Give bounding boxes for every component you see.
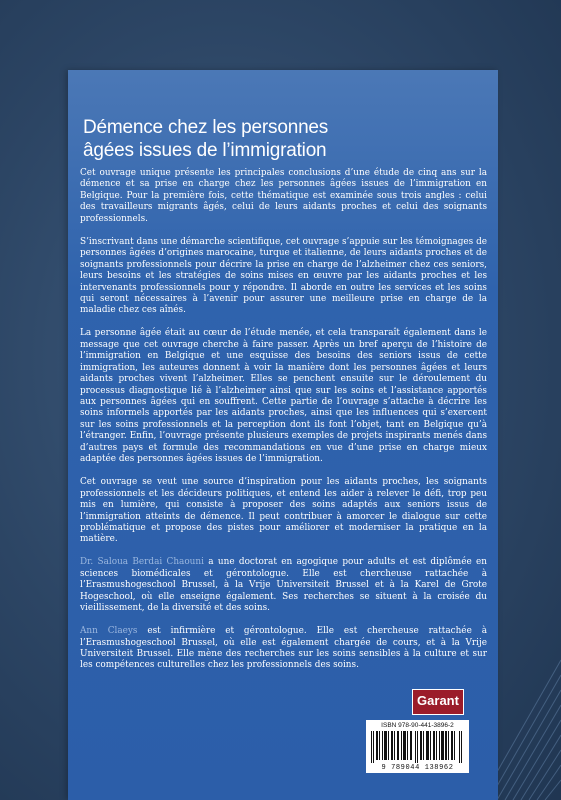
blurb-paragraph: S’inscrivant dans une démarche scientifique, cet ouvrage s’appuie sur les témoignages de personnes âgées d’origines marocaine, turque et italienne, de leurs aidants proches et de soignants professionnels pour décrire la prise en charge de l’alzheimer chez ces seniors, leurs besoins et les stratégies de soins mises en œuvre par les aidants proches et les intervenants professionnels pour y répondre. Il aborde en outre les services et les soins qui seront nécessaires à l’avenir pour assurer une meilleure prise en charge de la maladie chez ces aînés. — [80, 236, 487, 316]
author-name-1: Dr. Saloua Berdai Chaouni — [80, 557, 204, 568]
isbn-label: ISBN 978-90-441-3896-2 — [381, 722, 454, 729]
author-bio-text-1: a une doctorat en agogique pour adults et est diplômée en sciences biomédicales et gérontologue. Elle est chercheuse rattachée à l’Erasmushogeschool Brussel, à la Vrije Universiteit Brussel et à la Karel de Grote Hogeschool, où elle enseigne également. Ses recherches se situent à la croisée du vieillissement, de la diversité et des soins. — [80, 557, 488, 614]
barcode-bars-icon — [371, 731, 464, 763]
book-title — [83, 116, 463, 162]
blurb — [80, 168, 487, 683]
blurb-paragraph: La personne âgée était au cœur de l’étude menée, et cela transparaît également dans le message que cet ouvrage cherche à faire passer. Après un bref aperçu de l’histoire de l’immigration en Belgique et une esquisse des besoins des seniors issus de cette immigration, les auteures donnent à voir la manière dont les personnes âgées et leurs aidants proches vivent l’alzheimer. Elles se penchent ensuite sur le déroulement du processus diagnostique lié à l’alzheimer ainsi que sur les soins et l’assistance apportés aux personnes âgées qui en souffrent. Cette partie de l’ouvrage s’attache à décrire les soins informels apportés par les aidants proches, ainsi que les influences qui s’exercent sur les soins professionnels et la perception dont ils font l’objet, tant en Belgique qu’à l’étranger. Enfin, l’ouvrage présente plusieurs exemples de projets inspirants menés dans d’autres pays et formule des recommandations en vue d’une prise en charge mieux adaptée des personnes âgées issues de l’immigration. — [80, 328, 487, 465]
author-name-2: Ann Claeys — [80, 626, 138, 637]
isbn-barcode — [366, 720, 469, 773]
publisher-logo: Garant — [412, 689, 464, 715]
title-line-1: Démence chez les personnes — [83, 117, 329, 138]
barcode-number: 9 789044 138962 — [381, 764, 454, 772]
author-bio-2 — [80, 626, 487, 672]
blurb-paragraph: Cet ouvrage se veut une source d’inspiration pour les aidants proches, les soignants professionnels et les décideurs politiques, et entend les aider à relever le défi, trop peu mis en lumière, qui consiste à proposer des soins adaptés aux seniors issus de l’immigration atteints de démence. Il peut contribuer à amorcer le dialogue sur cette problématique et propose des pistes pour améliorer et moderniser la pratique en la matière. — [80, 477, 487, 545]
author-bio-1 — [80, 557, 487, 614]
blurb-paragraph: Cet ouvrage unique présente les principales conclusions d’une étude de cinq ans sur la démence et sa prise en charge chez les personnes âgées issues de l’immigration en Belgique. Pour la première fois, cette thématique est examinée sous trois angles : celui des travailleurs migrants âgés, celui de leurs aidants proches et celui des soignants professionnels. — [80, 168, 487, 224]
author-bio-text-2: est infirmière et gérontologue. Elle est chercheuse rattachée à l’Erasmushogeschool Brussel, où elle est également chargée de cours, et à la Vrije Universiteit Brussel. Elle mène des recherches sur les soins sensibles à la culture et sur les compétences culturelles chez les professionnels des soins. — [80, 626, 487, 671]
title-line-2: âgées issues de l’immigration — [83, 140, 327, 161]
